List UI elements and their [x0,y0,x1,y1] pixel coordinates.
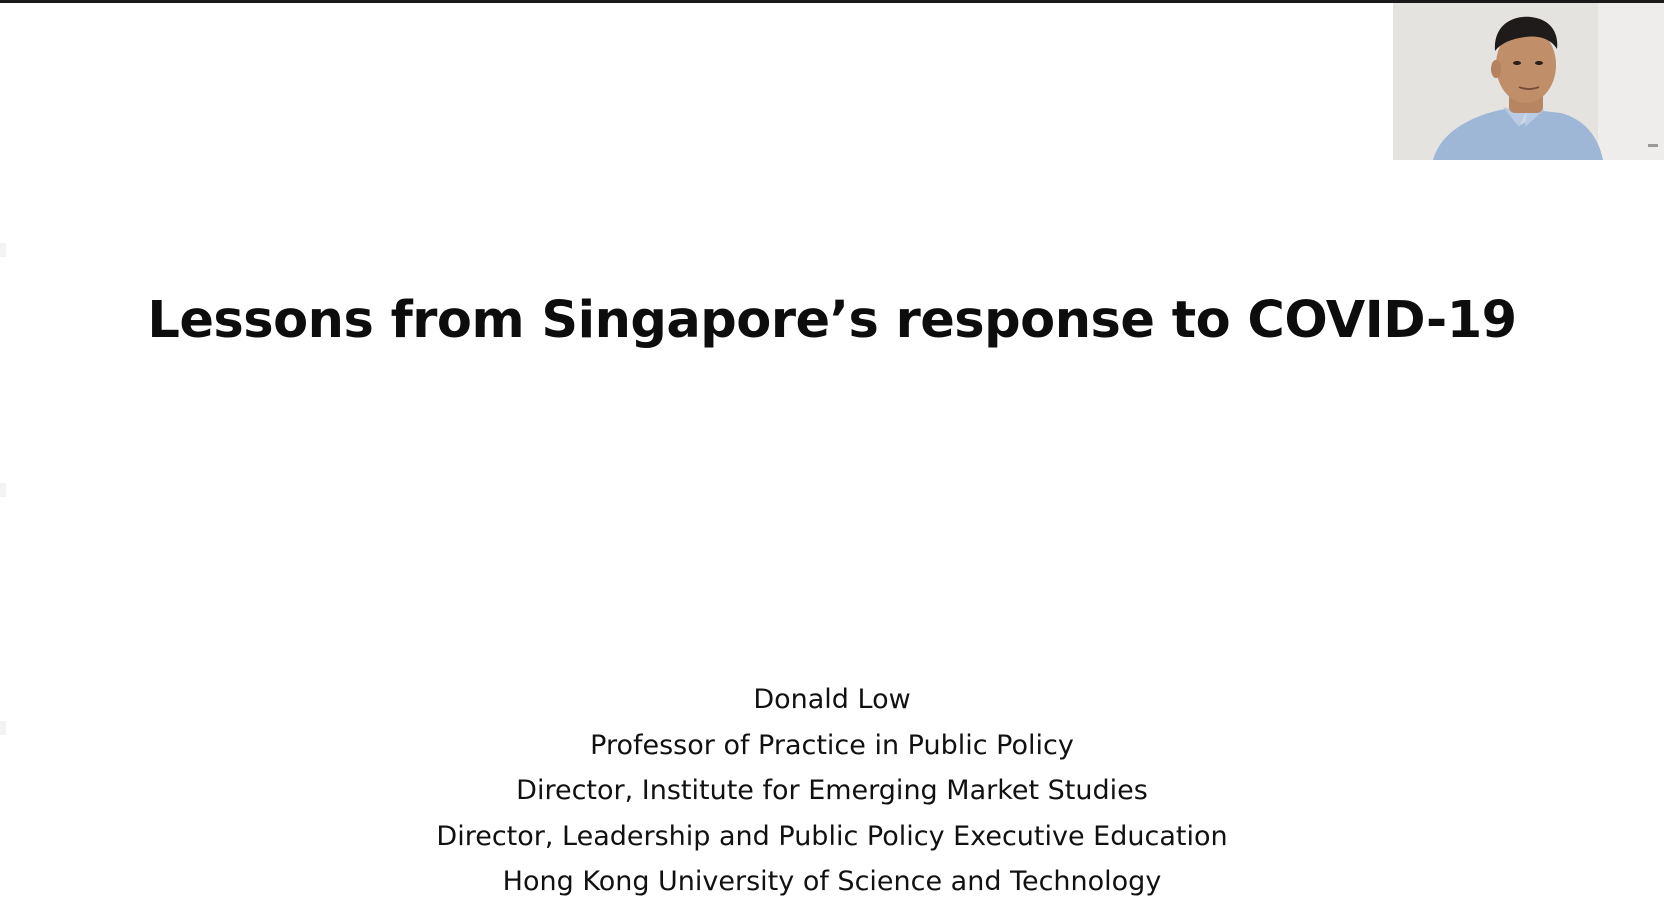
presenter-name: Donald Low [753,684,911,715]
edge-artifact [0,483,6,497]
presenter-affiliation: Hong Kong University of Science and Technology [502,866,1162,897]
speaker-video-thumbnail[interactable] [1393,3,1664,160]
presenter-role-2: Director, Leadership and Public Policy Executive Education [436,820,1228,852]
person-video-icon [1393,3,1664,160]
presenter-title: Professor of Practice in Public Policy [590,729,1074,761]
presenter-credits [0,677,1664,905]
presenter-role-1: Director, Institute for Emerging Market Studies [516,775,1148,806]
edge-artifact [0,721,6,735]
slide-title: Lessons from Singapore’s response to COVID-19 [147,291,1517,350]
edge-artifact [0,243,6,257]
